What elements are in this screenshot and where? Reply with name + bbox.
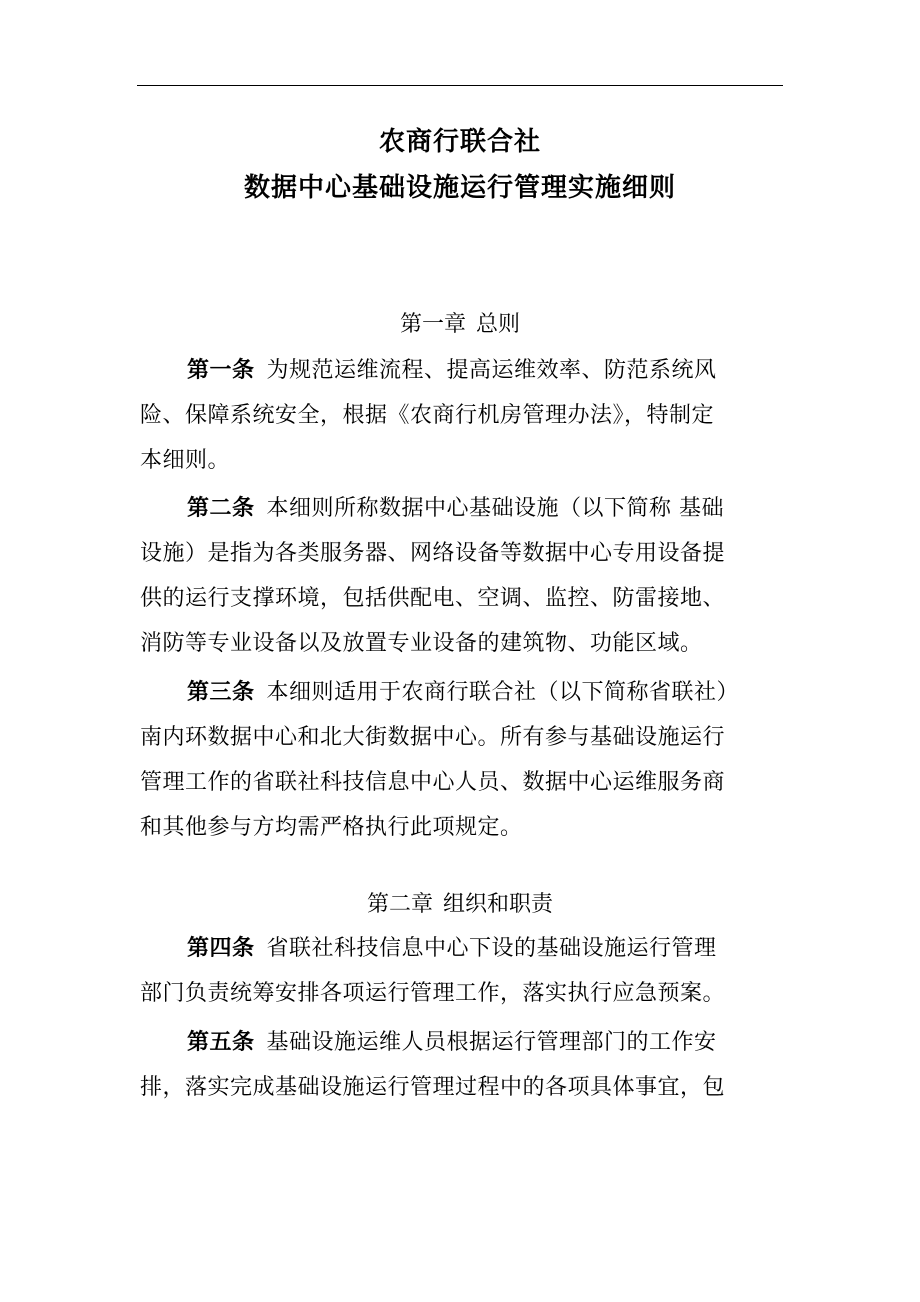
article-line: 和其他参与方均需严格执行此项规定。 [140,815,523,840]
document-title-line-2: 数据中心基础设施运行管理实施细则 [243,173,676,203]
article-line [140,670,790,715]
article-4 [140,926,790,1016]
document-title-line-1: 农商行联合社 [378,127,541,157]
chapter-number: 第二章 [366,892,433,917]
article-line: 消防等专业设备以及放置专业设备的建筑物、功能区域。 [140,631,703,656]
article-line [140,1020,790,1065]
article-line: 供的运行支撑环境，包括供配电、空调、监控、防雷接地、 [140,586,726,611]
article-line: 南内环数据中心和北大街数据中心。所有参与基础设施运行 [140,725,726,750]
article-1 [140,348,790,483]
header-rule [137,85,783,86]
article-line [140,926,790,971]
article-text: 本细则适用于农商行联合社（以下简称省联社） [266,680,740,705]
article-label: 第二条 [187,496,255,521]
article-line: 排，落实完成基础设施运行管理过程中的各项具体事宜，包 [140,1075,726,1100]
article-label: 第一条 [187,358,255,383]
article-label: 第三条 [187,680,255,705]
article-line: 设施）是指为各类服务器、网络设备等数据中心专用设备提 [140,541,726,566]
article-line: 险、保障系统安全，根据《农商行机房管理办法》，特制定 [140,403,715,428]
article-line [140,486,790,531]
article-label: 第四条 [187,936,255,961]
article-line: 本细则。 [140,448,231,473]
article-line [140,348,790,393]
chapter-heading-2 [0,892,920,918]
chapter-name: 总则 [476,312,521,337]
article-2 [140,486,790,666]
chapter-number: 第一章 [399,312,466,337]
article-line: 部门负责统筹安排各项运行管理工作，落实执行应急预案。 [140,981,726,1006]
article-3 [140,670,790,850]
article-5 [140,1020,790,1110]
article-text: 本细则所称数据中心基础设施（以下简称 基础 [266,496,725,521]
article-label: 第五条 [187,1030,255,1055]
article-text: 基础设施运维人员根据运行管理部门的工作安 [266,1030,717,1055]
chapter-heading-1 [0,312,920,338]
chapter-name: 组织和职责 [443,892,554,917]
article-line: 管理工作的省联社科技信息中心人员、数据中心运维服务商 [140,770,726,795]
article-text: 为规范运维流程、提高运维效率、防范系统风 [266,358,717,383]
article-text: 省联社科技信息中心下设的基础设施运行管理 [266,936,717,961]
